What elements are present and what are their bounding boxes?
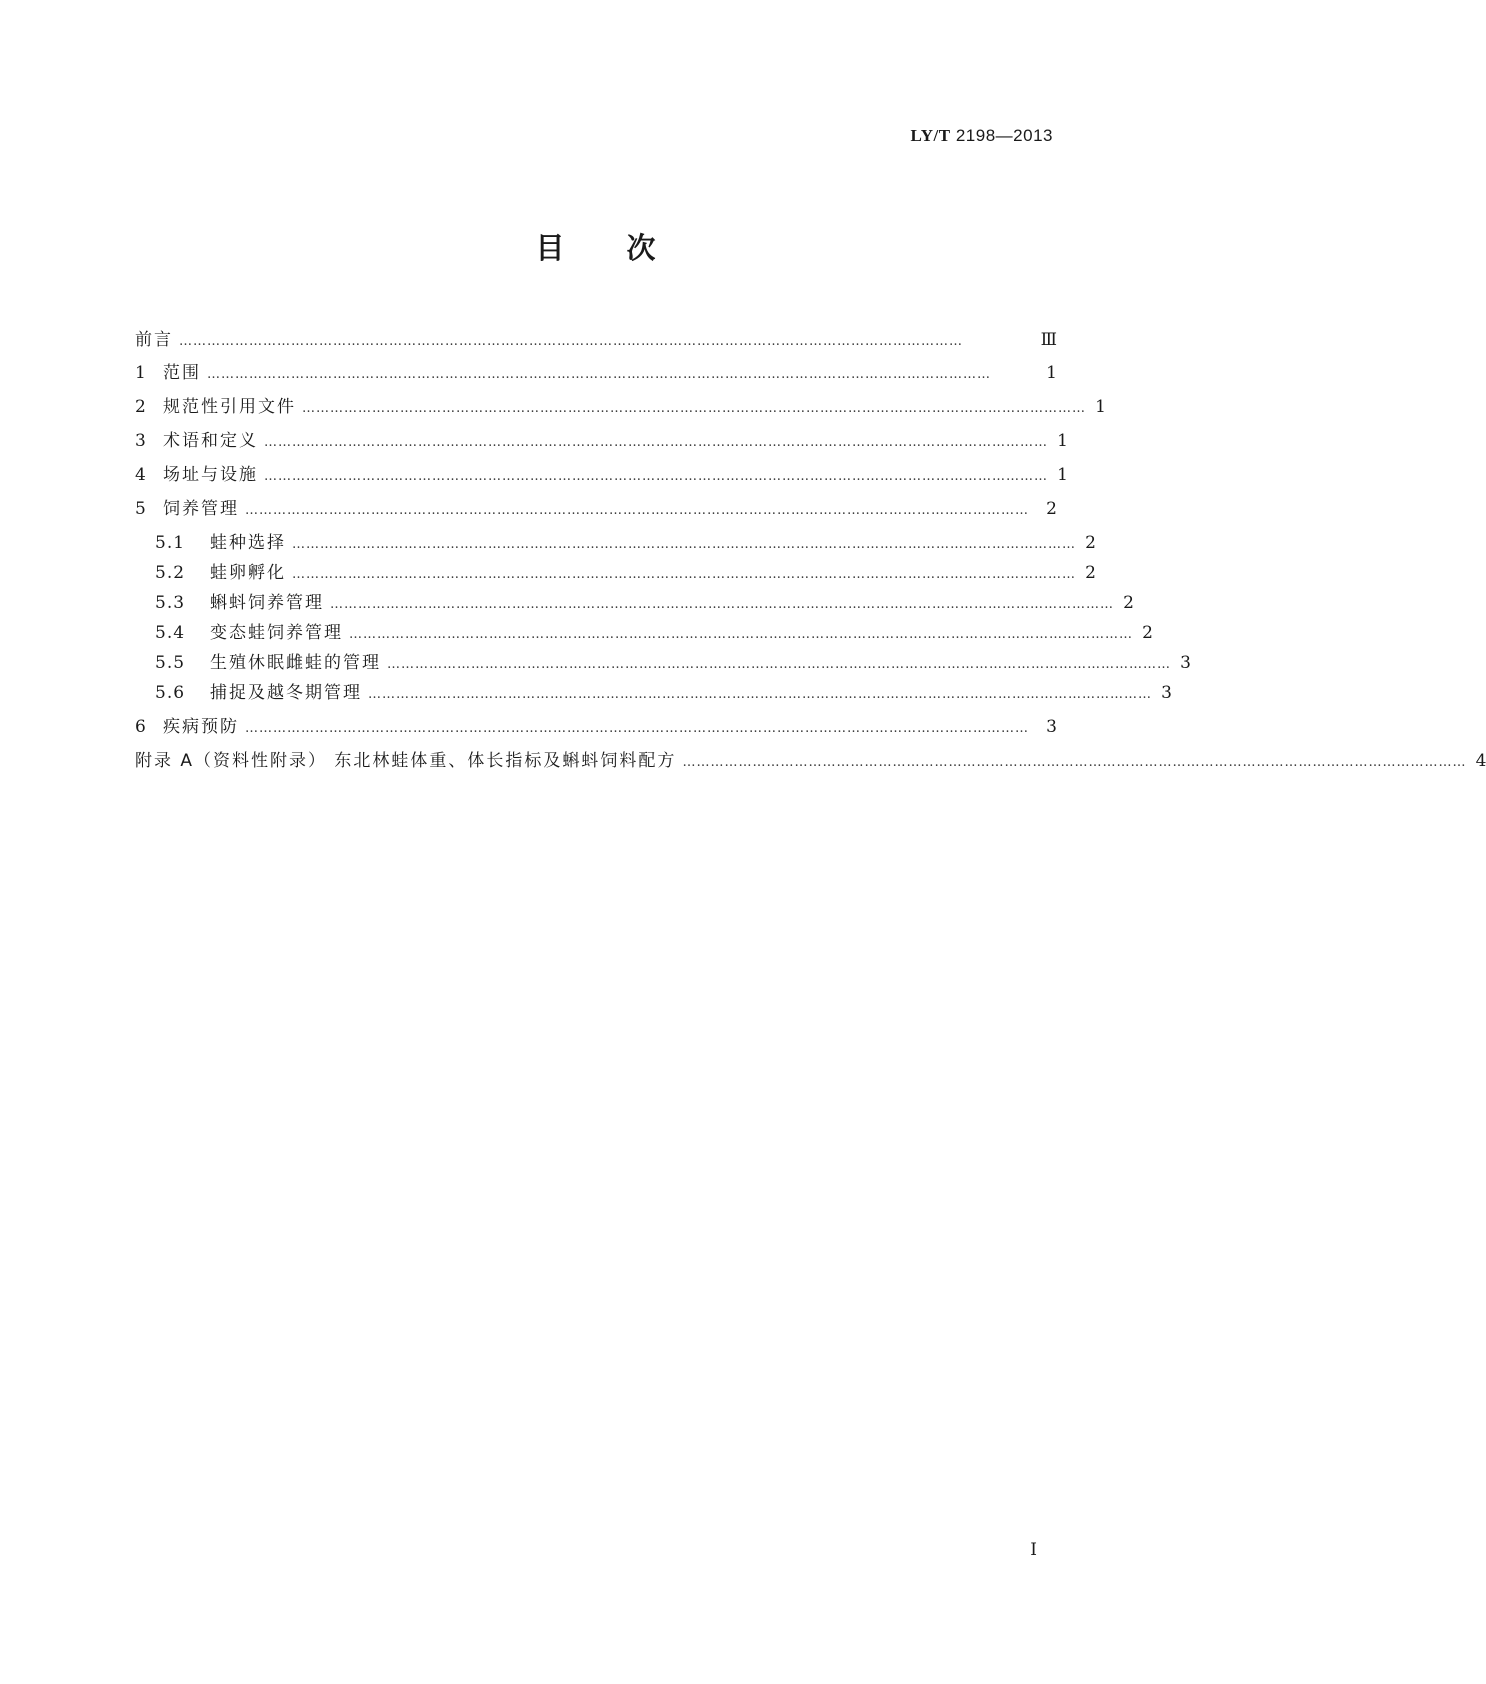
toc-entry-label: 蝌蚪饲养管理: [210, 593, 324, 613]
standard-code: [911, 126, 1054, 146]
toc-leader-dots: ……………………………………………………………………………………………………………………………………………………: [302, 401, 1086, 416]
toc-entry-number: 5.1: [155, 533, 186, 553]
toc-entry-5-5[interactable]: [135, 648, 1191, 673]
toc-title: 目次: [535, 231, 718, 265]
toc-leader-dots: ……………………………………………………………………………………………………………………………………………………: [264, 435, 1048, 450]
toc-entry-page: 4: [1475, 751, 1486, 771]
page-number: I: [1030, 1540, 1037, 1560]
toc-entry-page: 1: [1095, 397, 1106, 417]
toc-entry-page: 2: [1085, 533, 1096, 553]
toc-leader-dots: ……………………………………………………………………………………………………………………………………………………: [245, 503, 1029, 518]
toc-entry-label: 生殖休眠雌蛙的管理: [210, 653, 381, 673]
toc-entry-number: 3: [135, 431, 147, 451]
toc-entry-label: 捕捉及越冬期管理: [210, 683, 362, 703]
toc-entry-page: 1: [1057, 431, 1068, 451]
toc-leader-dots: ……………………………………………………………………………………………………………………………………………………: [330, 597, 1114, 612]
toc-entry-label: 变态蛙饲养管理: [210, 623, 343, 643]
toc-entry-label: 疾病预防: [163, 717, 239, 737]
toc-entry-page: 2: [1123, 593, 1134, 613]
toc-entry-foreword[interactable]: [135, 325, 1057, 349]
toc-entry-6[interactable]: [135, 712, 1057, 736]
toc-entry-page: 3: [1180, 653, 1191, 673]
toc-entry-number: 5: [135, 499, 147, 519]
toc-leader-dots: ……………………………………………………………………………………………………………………………………………………: [682, 755, 1467, 770]
toc-leader-dots: ……………………………………………………………………………………………………………………………………………………: [179, 334, 963, 349]
toc-leader-dots: ……………………………………………………………………………………………………………………………………………………: [207, 367, 991, 382]
toc-entry-page: 2: [1085, 563, 1096, 583]
toc-entry-page: 1: [1057, 465, 1068, 485]
toc-entry-number: 6: [135, 717, 147, 737]
toc-entry-label: 场址与设施: [163, 465, 258, 485]
toc-entry-page: Ⅲ: [1040, 330, 1057, 350]
toc-entry-5-3[interactable]: [135, 588, 1134, 613]
toc-entry-5-1[interactable]: [135, 528, 1096, 553]
toc-entry-label: 规范性引用文件: [163, 397, 296, 417]
toc-leader-dots: ……………………………………………………………………………………………………………………………………………………: [368, 687, 1152, 702]
toc-entry-2[interactable]: [135, 392, 1106, 417]
toc-entry-number: 5.6: [155, 683, 186, 703]
toc-leader-dots: ……………………………………………………………………………………………………………………………………………………: [292, 537, 1076, 552]
toc-entry-page: 3: [1046, 717, 1057, 737]
toc-entry-page: 2: [1046, 499, 1057, 519]
toc-leader-dots: ……………………………………………………………………………………………………………………………………………………: [245, 721, 1029, 736]
toc-entry-3[interactable]: [135, 426, 1068, 451]
toc-entry-4[interactable]: [135, 460, 1068, 485]
toc-entry-appendix-a[interactable]: [135, 746, 1486, 771]
toc-entry-5-2[interactable]: [135, 558, 1096, 583]
toc-entry-page: 2: [1142, 623, 1153, 643]
toc-entry-number: 2: [135, 397, 147, 417]
table-of-contents: [135, 325, 1486, 771]
toc-entry-5-6[interactable]: [135, 678, 1172, 703]
toc-entry-number: 5.4: [155, 623, 186, 643]
toc-entry-label: 附录 A（资料性附录） 东北林蛙体重、体长指标及蝌蚪饲料配方: [135, 751, 677, 771]
toc-entry-1[interactable]: [135, 358, 1057, 382]
toc-entry-label: 蛙卵孵化: [210, 563, 286, 583]
toc-leader-dots: ……………………………………………………………………………………………………………………………………………………: [292, 567, 1076, 582]
toc-leader-dots: ……………………………………………………………………………………………………………………………………………………: [264, 469, 1048, 484]
toc-entry-number: 5.2: [155, 563, 186, 583]
standard-code-prefix: LY/T: [910, 126, 951, 145]
toc-entry-page: 1: [1046, 363, 1057, 383]
toc-entry-number: 5.5: [155, 653, 186, 673]
toc-entry-number: 1: [135, 363, 147, 383]
toc-entry-label: 前言: [135, 330, 173, 350]
toc-entry-page: 3: [1161, 683, 1172, 703]
standard-code-number: 2198—2013: [950, 126, 1053, 145]
toc-entry-5-4[interactable]: [135, 618, 1153, 643]
toc-entry-label: 范围: [163, 363, 201, 383]
toc-leader-dots: ……………………………………………………………………………………………………………………………………………………: [349, 627, 1133, 642]
toc-entry-label: 术语和定义: [163, 431, 258, 451]
toc-entry-number: 4: [135, 465, 147, 485]
toc-leader-dots: ……………………………………………………………………………………………………………………………………………………: [387, 657, 1171, 672]
toc-entry-label: 饲养管理: [163, 499, 239, 519]
toc-entry-label: 蛙种选择: [210, 533, 286, 553]
toc-entry-5[interactable]: [135, 494, 1057, 518]
toc-entry-number: 5.3: [155, 593, 186, 613]
